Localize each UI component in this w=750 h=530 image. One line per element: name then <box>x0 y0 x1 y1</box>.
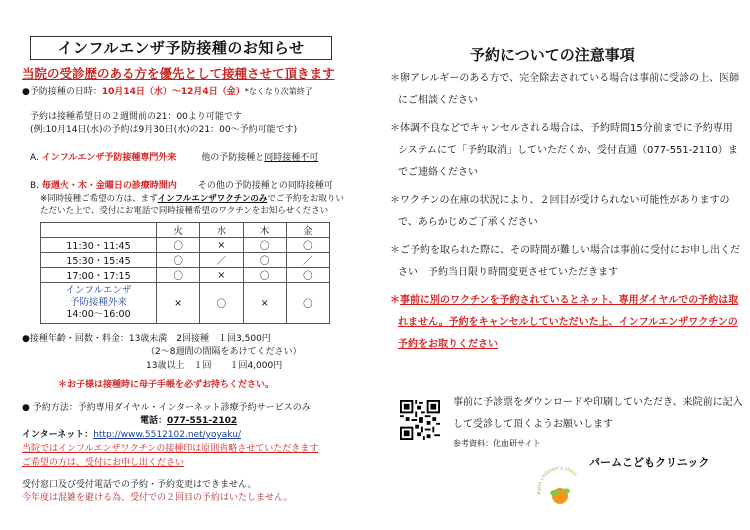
item-b-name: 毎週火・木・金曜日の診療時間内 <box>41 181 177 191</box>
table-cell: 〇 <box>243 253 286 268</box>
item-b-desc: その他の予防接種との同時接種可 <box>197 181 333 191</box>
note-item-warning <box>390 290 742 356</box>
table-cell: 17:00・17:15 <box>41 268 157 283</box>
internet-link[interactable]: http://www.5512102.net/yoyaku/ <box>93 430 241 440</box>
schedule-note: *なくなり次第終了 <box>244 87 313 96</box>
item-b-note-1-post: でご予約をお取りい <box>267 194 344 204</box>
booking-line-1: 予約は接種希望日の２週間前の21：00より可能です <box>30 112 242 122</box>
table-header-row <box>41 223 330 238</box>
table-header-cell <box>41 223 157 238</box>
internet-label: インターネット： <box>22 430 94 440</box>
table-cell: 〇 <box>286 268 329 283</box>
table-cell: ／ <box>286 253 329 268</box>
phone-label: 電話： <box>140 416 168 426</box>
table-cell: ／ <box>200 253 243 268</box>
table-row-special <box>41 283 330 324</box>
fee-line-3: 13歳以上 １回 １回4,000円 <box>146 361 283 371</box>
footer-line-2: 今年度は混雑を避ける為、受付での２回目の予約はいたしません。 <box>22 493 293 503</box>
notice-title: インフルエンザ予防接種のお知らせ <box>30 36 332 60</box>
table-cell: 〇 <box>243 268 286 283</box>
warning-text: 事前に別のワクチンを予約されているとネット、専用ダイヤルでの予約は取れません。予約をキャンセルしていただいた上、インフルエンザワクチンの予約をお取りください <box>398 295 739 350</box>
item-a-desc-underlined: 同時接種不可 <box>264 153 319 163</box>
table-row <box>41 253 330 268</box>
precautions-title: 予約についての注意事項 <box>470 46 635 64</box>
item-b-note-2: ただいた上で、受付にお電話で同時接種希望のワクチンをお知らせください <box>40 206 329 216</box>
schedule-dates: 10月14日（水）～12月4日（金） <box>101 87 245 97</box>
internet-line <box>22 430 241 441</box>
table-cell: 〇 <box>200 283 243 324</box>
special-line-3: 14:00～16:00 <box>66 309 131 320</box>
table-cell: × <box>200 238 243 253</box>
table-cell: × <box>200 268 243 283</box>
fee-line-1: ●接種年齢・回数・料金：13歳未満 2回接種 １回3,500円 <box>22 334 271 344</box>
item-a-desc: 他の予防接種と <box>201 153 265 163</box>
table-cell-special <box>41 283 157 324</box>
item-a-label: A. <box>30 153 39 163</box>
schedule-line <box>22 86 313 98</box>
table-header-cell: 水 <box>200 223 243 238</box>
special-line-2: 予防接種外来 <box>69 297 127 308</box>
footer-line-1: 受付窓口及び受付電話での予約・予約変更はできません。 <box>22 480 257 490</box>
special-line-1: インフルエンザ <box>65 285 132 296</box>
note-item: ＊体調不良などでキャンセルされる場合は、予約時間15分前までに予約専用システムにて「予約取消」していただくか、受付直通（077-551-2110）までご連絡ください <box>390 123 738 178</box>
web-note-2: ご希望の方は、受付にお申し出ください <box>22 458 185 468</box>
predocument-note: 事前に予診票をダウンロードや印刷していただき、来院前に記入して受診して頂くようお願いします <box>453 397 743 430</box>
phone-number[interactable]: 077-551-2102 <box>167 416 238 426</box>
priority-subtitle: 当院の受診歴のある方を優先として接種させて頂きます <box>22 66 335 81</box>
table-cell: 〇 <box>157 268 200 283</box>
table-header-cell: 木 <box>243 223 286 238</box>
item-b-note-1-pre: ※同時接種ご希望の方は、まず <box>40 194 158 204</box>
child-note: ＊お子様は接種時に母子手帳を必ずお持ちください。 <box>58 380 275 390</box>
table-row <box>41 238 330 253</box>
table-cell: × <box>243 283 286 324</box>
item-b <box>30 181 333 192</box>
precautions-list <box>390 68 742 362</box>
table-cell: 〇 <box>157 253 200 268</box>
schedule-label: ●予防接種の日時： <box>22 87 102 97</box>
table-header-cell: 火 <box>157 223 200 238</box>
table-cell: 15:30・15:45 <box>41 253 157 268</box>
note-item: ＊ワクチンの在庫の状況により、２回目が受けられない可能性がありますので、あらかじめご了承ください <box>390 195 730 228</box>
reference-note: 参考資料：化血研サイト <box>453 439 541 448</box>
warning-prefix: ＊ <box>390 295 400 306</box>
table-cell: 〇 <box>286 283 329 324</box>
item-a-name: インフルエンザ予防接種専門外来 <box>41 153 177 163</box>
item-b-note-1-underlined: インフルエンザワクチンのみ <box>157 194 268 204</box>
note-item: ＊ご予約を取られた際に、その時間が難しい場合は事前に受付にお申し出ください 予約当日限り時間変更させていただきます <box>390 245 740 278</box>
table-cell: 〇 <box>243 238 286 253</box>
table-cell: 〇 <box>286 238 329 253</box>
method-line: ● 予約方法：予約専用ダイヤル・インターネット診療予約サービスのみ <box>22 403 311 413</box>
note-item: ＊卵アレルギーのある方で、完全除去されている場合は事前に受診の上、医師にご相談ください <box>390 73 740 106</box>
clinic-logo-icon <box>535 460 585 510</box>
schedule-table <box>40 222 330 324</box>
web-note-1: 当院ではインフルエンザワクチンの接種印は原則省略させていただきます <box>22 444 319 454</box>
qr-code-icon[interactable] <box>400 400 440 440</box>
table-cell: × <box>157 283 200 324</box>
booking-line-2: (例:10月14日(水)の予約は9月30日(水)の21：00～予約可能です) <box>30 125 298 135</box>
item-a <box>30 153 318 164</box>
logo-text: Palm children's clinic <box>536 465 579 495</box>
phone-line <box>140 416 237 427</box>
item-b-label: B. <box>30 181 40 191</box>
table-row <box>41 268 330 283</box>
table-header-cell: 金 <box>286 223 329 238</box>
table-cell: 〇 <box>157 238 200 253</box>
item-b-note-1 <box>40 194 344 205</box>
table-cell: 11:30・11:45 <box>41 238 157 253</box>
clinic-name: パームこどもクリニック <box>589 456 710 469</box>
fee-line-2: （2～8週間の間隔をあけてください） <box>146 347 302 357</box>
